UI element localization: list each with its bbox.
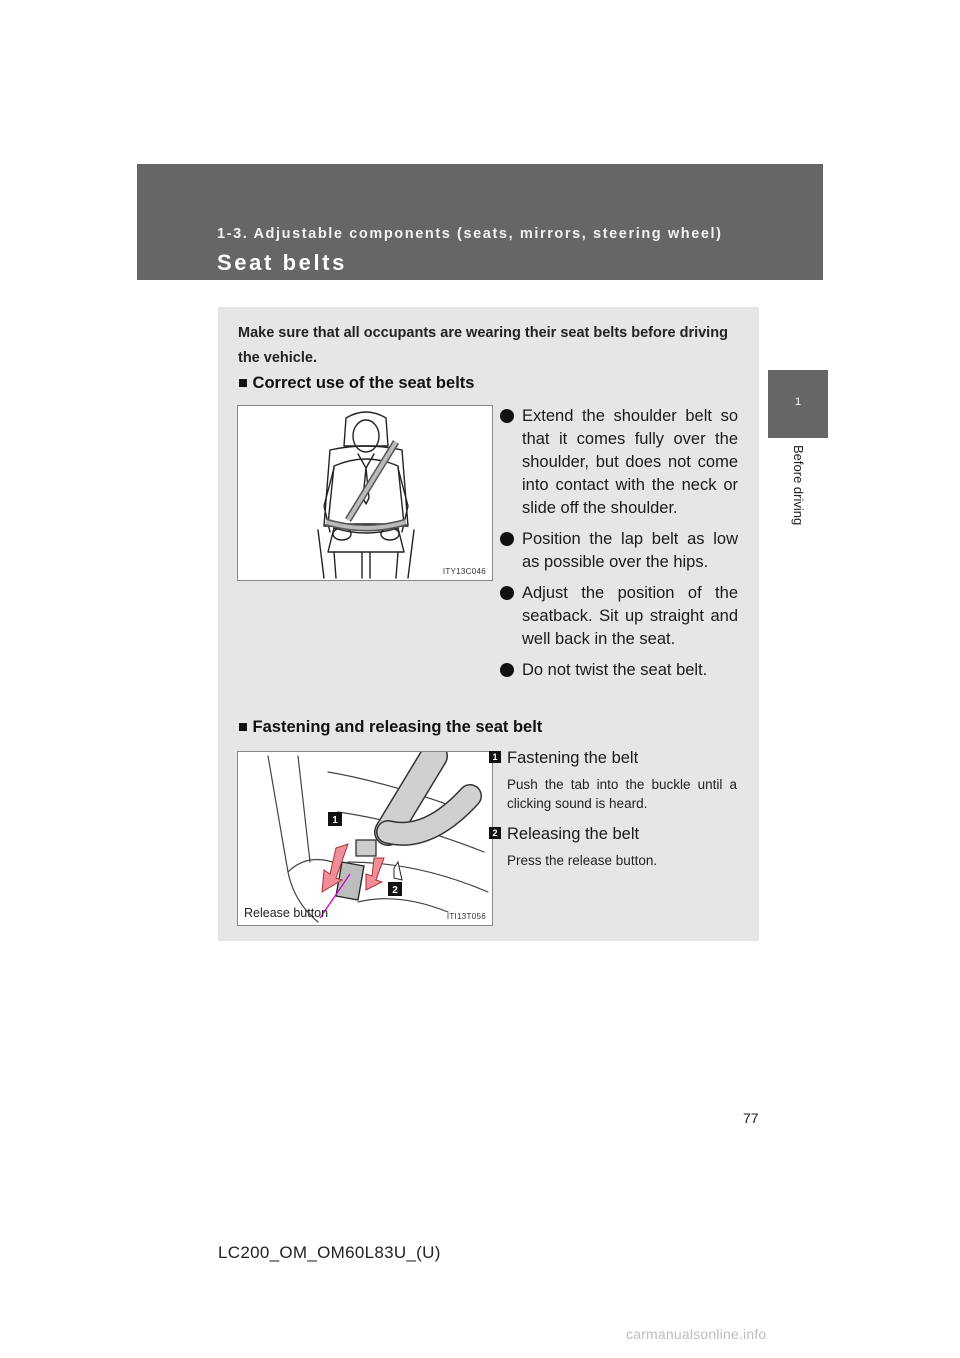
bullet-item: Adjust the position of the seatback. Sit up straight and well back in the seat. (500, 582, 738, 651)
page-title: Seat belts (217, 250, 347, 275)
chapter-label: Before driving (791, 445, 806, 526)
buckle-drawing (238, 752, 492, 925)
image-code: ITI13T056 (446, 912, 486, 921)
release-button-label: Release button (244, 906, 329, 920)
step-description: Press the release button. (507, 853, 658, 868)
header-band (137, 164, 823, 280)
step-number-badge: 2 (489, 827, 501, 839)
step-release (492, 823, 737, 870)
step-title: Releasing the belt (507, 825, 640, 843)
seated-occupant-illustration (237, 405, 493, 581)
bullet-item: Extend the shoulder belt so that it comes fully over the shoulder, but does not come into contact with the neck or slide off the shoulder. (500, 405, 738, 520)
bullet-icon (500, 532, 514, 546)
chapter-number: 1 (794, 396, 802, 408)
buckle-illustration (237, 751, 493, 926)
correct-use-heading: ■ Correct use of the seat belts (238, 374, 475, 392)
svg-text:2: 2 (392, 885, 398, 896)
image-code: ITY13C046 (442, 567, 486, 576)
step-title: Fastening the belt (507, 749, 639, 767)
intro-text: Make sure that all occupants are wearing their seat belts before driving the vehicle. (238, 325, 728, 366)
step-description: Push the tab into the buckle until a clicking sound is heard. (507, 777, 737, 811)
watermark: carmanualsonline.info (626, 1326, 767, 1342)
seatbelt-person-drawing (238, 406, 492, 580)
correct-use-bullets (500, 405, 738, 690)
chapter-tab (768, 370, 828, 438)
page-number: 77 (743, 1110, 759, 1126)
bullet-icon (500, 409, 514, 423)
step-number-badge: 1 (489, 751, 501, 763)
bullet-icon (500, 586, 514, 600)
bullet-item: Do not twist the seat belt. (500, 659, 738, 682)
content-box (218, 307, 759, 941)
step-fasten (492, 747, 737, 813)
bullet-icon (500, 663, 514, 677)
bullet-item: Position the lap belt as low as possible over the hips. (500, 528, 738, 574)
document-code: LC200_OM_OM60L83U_(U) (218, 1243, 441, 1262)
svg-text:1: 1 (332, 815, 338, 826)
section-path: 1-3. Adjustable components (seats, mirrors, steering wheel) (217, 226, 723, 242)
fastening-heading: ■ Fastening and releasing the seat belt (238, 718, 543, 736)
